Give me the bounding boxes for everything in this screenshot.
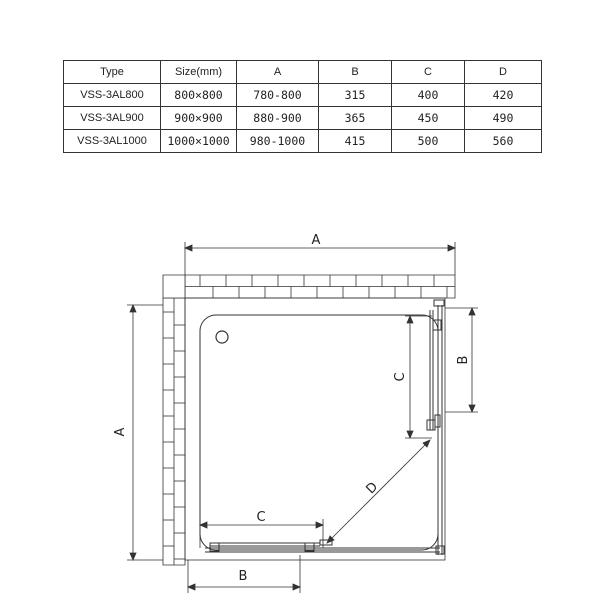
header-b: B xyxy=(319,61,392,84)
header-a: A xyxy=(237,61,319,84)
label-bottom-b: B xyxy=(238,569,248,584)
label-c-vertical: C xyxy=(393,372,408,382)
cell-c: 500 xyxy=(392,130,465,153)
header-c: C xyxy=(392,61,465,84)
cell-b: 365 xyxy=(319,107,392,130)
cell-a: 880-900 xyxy=(237,107,319,130)
label-d: D xyxy=(363,479,382,498)
cell-d: 560 xyxy=(465,130,542,153)
cell-size: 1000×1000 xyxy=(161,130,237,153)
shower-tray-edge xyxy=(185,298,445,560)
label-left-a: A xyxy=(113,427,128,437)
cell-a: 980-1000 xyxy=(237,130,319,153)
cell-c: 450 xyxy=(392,107,465,130)
header-size: Size(mm) xyxy=(161,61,237,84)
cell-size: 800×800 xyxy=(161,84,237,107)
cell-type: VSS-3AL800 xyxy=(64,84,161,107)
cell-size: 900×900 xyxy=(161,107,237,130)
cell-a: 780-800 xyxy=(237,84,319,107)
label-top-a: A xyxy=(311,233,321,248)
right-roller-bottom xyxy=(427,420,435,430)
shower-tray xyxy=(200,315,438,550)
cell-d: 420 xyxy=(465,84,542,107)
cell-type: VSS-3AL1000 xyxy=(64,130,161,153)
label-right-b: B xyxy=(456,355,471,365)
cell-b: 315 xyxy=(319,84,392,107)
bottom-sliding-door xyxy=(205,540,444,554)
cell-c: 400 xyxy=(392,84,465,107)
cell-type: VSS-3AL900 xyxy=(64,107,161,130)
drain-icon xyxy=(216,331,228,343)
cell-d: 490 xyxy=(465,107,542,130)
cell-b: 415 xyxy=(319,130,392,153)
right-sliding-door xyxy=(427,300,444,555)
header-type: Type xyxy=(64,61,161,84)
corner-brick xyxy=(163,275,185,298)
header-d: D xyxy=(465,61,542,84)
label-c-horizontal: C xyxy=(256,510,266,525)
